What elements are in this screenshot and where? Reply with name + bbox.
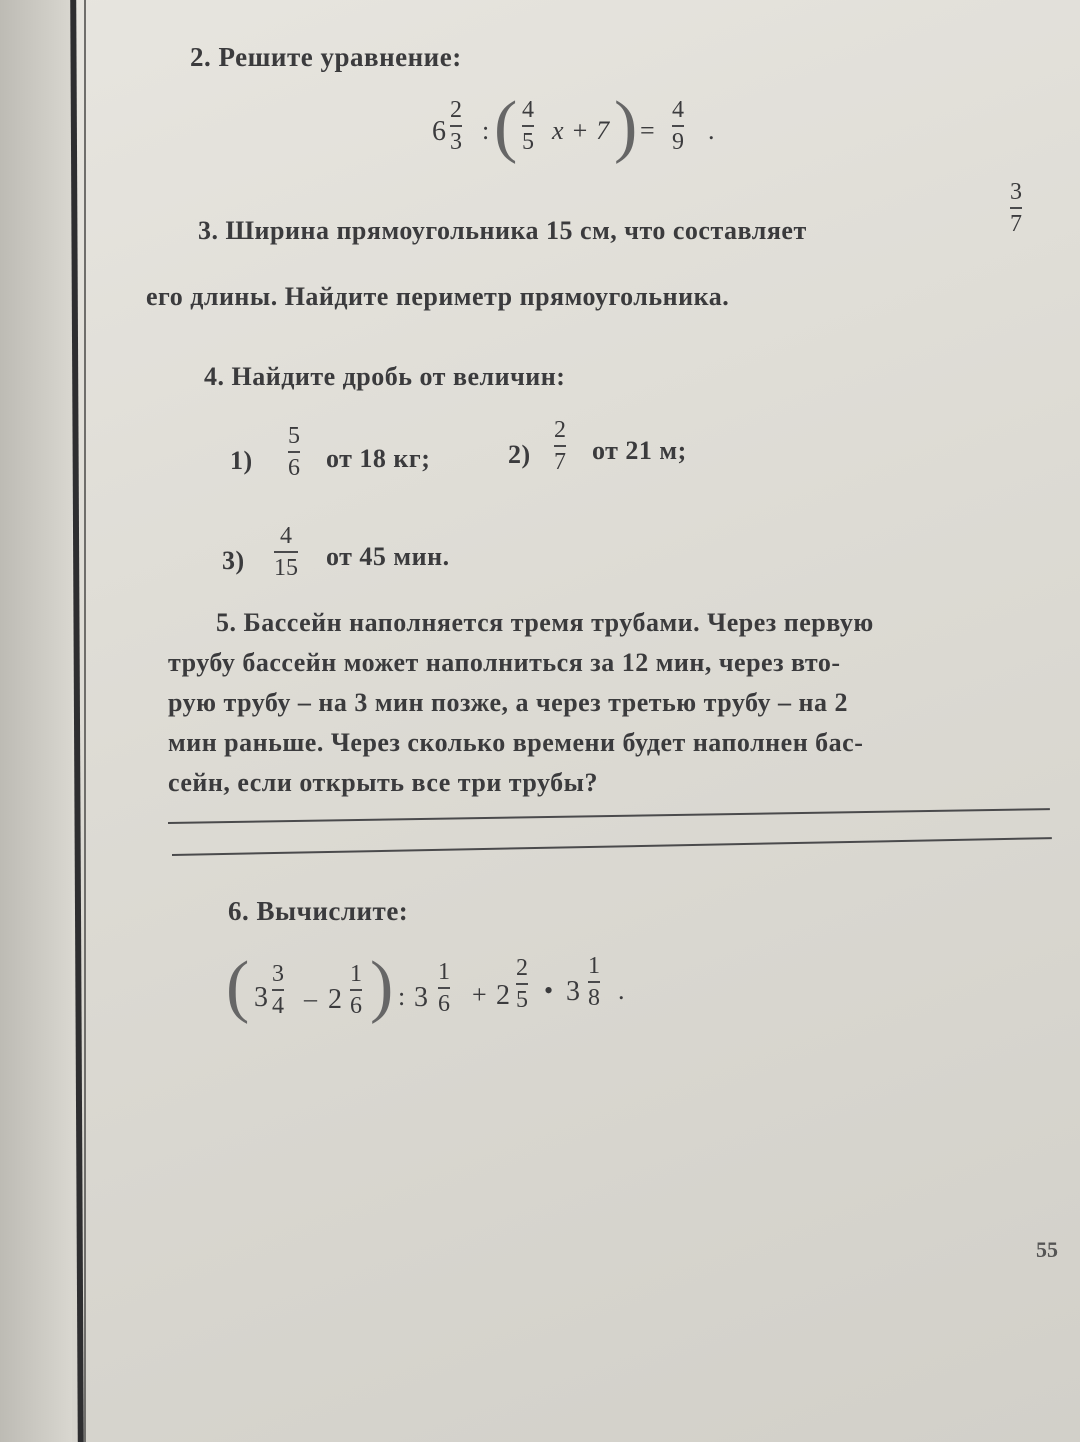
task-6-title: Вычислите: [256, 896, 409, 926]
expr-whole: 2 [496, 980, 511, 1011]
fraction-denominator: 15 [274, 555, 298, 581]
expr-fraction [272, 962, 284, 1018]
task-4-item-1-text: от 18 кг; [326, 444, 431, 473]
task-4-item-3-fraction [274, 524, 298, 580]
fraction-denominator: 7 [554, 449, 566, 475]
divider-line-top [168, 808, 1050, 824]
expr-fraction [438, 960, 450, 1016]
fraction-denominator: 5 [516, 987, 528, 1013]
expr-whole: 2 [328, 984, 343, 1015]
task-2-title: Решите уравнение: [218, 42, 462, 72]
task-2-heading [190, 42, 462, 73]
fraction-denominator: 6 [350, 993, 362, 1019]
eq-end: . [708, 116, 715, 145]
fraction-bar [672, 125, 684, 127]
fraction-denominator: 4 [272, 993, 284, 1019]
task-4-heading: 4. Найдите дробь от величин: [204, 362, 566, 391]
expr-plus: + [472, 980, 488, 1009]
fraction-numerator: 1 [438, 959, 450, 985]
fraction-bar [1010, 207, 1022, 209]
task-5-line: 5. Бассейн наполняется тремя трубами. Через первую [216, 608, 874, 637]
task-4-item-2-label: 2) [508, 440, 531, 469]
task-2-number: 2. [190, 42, 212, 72]
fraction-denominator: 3 [450, 129, 462, 155]
task-5-line: трубу бассейн может наполниться за 12 мин, через вто- [168, 648, 841, 677]
page-border-line [70, 0, 84, 1442]
fraction-numerator: 4 [672, 97, 684, 123]
expr-colon: : [398, 982, 406, 1011]
eq-colon: : [482, 116, 490, 145]
fraction-numerator: 3 [1010, 179, 1022, 205]
expr-fraction [516, 956, 528, 1012]
eq-whole: 6 [432, 116, 447, 147]
close-paren: ) [370, 948, 394, 1025]
task-4-item-3-text: от 45 мин. [326, 542, 450, 571]
fraction-denominator: 9 [672, 129, 684, 155]
page-binding-shadow [0, 0, 72, 1442]
eq-fraction-1 [450, 98, 462, 154]
fraction-bar [554, 445, 566, 447]
fraction-bar [588, 981, 600, 983]
fraction-bar [438, 987, 450, 989]
close-paren: ) [614, 88, 638, 165]
fraction-numerator: 5 [288, 423, 300, 449]
fraction-numerator: 4 [280, 523, 292, 549]
task-5-line: мин раньше. Через сколько времени будет наполнен бас- [168, 728, 864, 757]
fraction-denominator: 7 [1010, 211, 1022, 237]
expr-fraction [350, 962, 362, 1018]
task-4-item-2-fraction [554, 418, 566, 474]
expr-end: . [618, 976, 625, 1005]
task-3-line-2: его длины. Найдите периметр прямоугольника. [146, 282, 730, 311]
fraction-bar [274, 551, 298, 553]
eq-fraction-3 [672, 98, 684, 154]
expr-whole: 3 [566, 976, 581, 1007]
task-5-line: рую трубу – на 3 мин позже, а через третью трубу – на 2 [168, 688, 849, 717]
fraction-bar [350, 989, 362, 991]
fraction-denominator: 8 [588, 985, 600, 1011]
fraction-bar [516, 983, 528, 985]
expr-whole: 3 [254, 982, 269, 1013]
task-6-number: 6. [228, 896, 250, 926]
fraction-bar [288, 451, 300, 453]
fraction-numerator: 1 [350, 961, 362, 987]
fraction-denominator: 6 [288, 455, 300, 481]
expr-fraction [588, 954, 600, 1010]
open-paren: ( [494, 88, 518, 165]
fraction-bar [272, 989, 284, 991]
task-4-item-1-label: 1) [230, 446, 253, 475]
task-3-fraction [1010, 180, 1022, 236]
fraction-numerator: 2 [450, 97, 462, 123]
divider-line-bottom [172, 837, 1052, 856]
fraction-denominator: 6 [438, 991, 450, 1017]
expr-minus: – [304, 984, 318, 1013]
page-border-line-thin [84, 0, 86, 1442]
task-4-item-2-text: от 21 м; [592, 436, 687, 465]
fraction-numerator: 2 [516, 955, 528, 981]
eq-equals: = [640, 116, 656, 145]
open-paren: ( [226, 948, 250, 1025]
fraction-denominator: 5 [522, 129, 534, 155]
task-6-heading [228, 896, 408, 927]
eq-fraction-2 [522, 98, 534, 154]
fraction-numerator: 1 [588, 953, 600, 979]
task-4-item-3-label: 3) [222, 546, 245, 575]
fraction-numerator: 2 [554, 417, 566, 443]
page-number: 55 [1036, 1237, 1058, 1262]
task-5-line: сейн, если открыть все три трубы? [168, 768, 598, 797]
eq-var-term: x + 7 [552, 116, 610, 145]
fraction-bar [522, 125, 534, 127]
fraction-numerator: 3 [272, 961, 284, 987]
task-4-item-1-fraction [288, 424, 300, 480]
fraction-bar [450, 125, 462, 127]
expr-dot: • [544, 976, 554, 1005]
fraction-numerator: 4 [522, 97, 534, 123]
task-3-line-1: 3. Ширина прямоугольника 15 см, что составляет [198, 216, 807, 245]
expr-whole: 3 [414, 982, 429, 1013]
